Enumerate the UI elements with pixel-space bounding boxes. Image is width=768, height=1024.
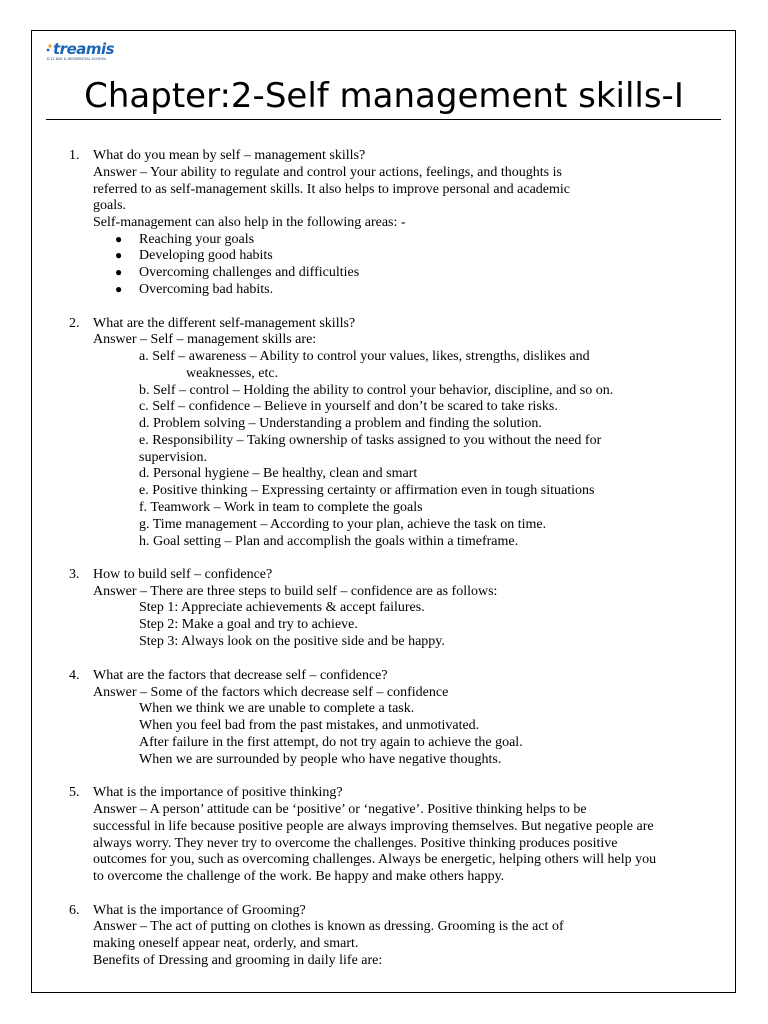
answer-line: successful in life because positive people are always improving themselves. But negative people are (93, 819, 654, 834)
question-number: 1. (69, 148, 80, 163)
answer-line: making oneself appear neat, orderly, and smart. (93, 936, 359, 951)
step-item: Step 1: Appreciate achievements & accept failures. (139, 600, 425, 615)
question-text: What is the importance of positive thinking? (93, 785, 343, 800)
skill-item: a. Self – awareness – Ability to control your values, likes, strengths, dislikes and (139, 349, 590, 364)
answer-line: goals. (93, 198, 127, 213)
answer-line: Self-management can also help in the following areas: - (93, 215, 406, 230)
bullet-icon: ● (115, 232, 123, 246)
answer-line: Answer – Your ability to regulate and control your actions, feelings, and thoughts is (93, 165, 562, 180)
skill-item: e. Responsibility – Taking ownership of tasks assigned to you without the need for (139, 433, 602, 448)
skill-item: weaknesses, etc. (186, 366, 279, 381)
question-text: How to build self – confidence? (93, 567, 273, 582)
logo-wordmark: treamis (53, 40, 115, 58)
question-text: What are the factors that decrease self – confidence? (93, 668, 388, 683)
skill-item: e. Positive thinking – Expressing certainty or affirmation even in tough situations (139, 483, 595, 498)
question-number: 2. (69, 316, 80, 331)
question-text: What are the different self-management skills? (93, 316, 356, 331)
question-number: 3. (69, 567, 80, 582)
skill-item: h. Goal setting – Plan and accomplish the goals within a timeframe. (139, 534, 519, 549)
answer-line: outcomes for you, such as overcoming challenges. Always be energetic, helping others will help you (93, 852, 657, 867)
question-text: What is the importance of Grooming? (93, 903, 306, 918)
skill-item: d. Personal hygiene – Be healthy, clean and smart (139, 466, 418, 481)
answer-line: referred to as self-management skills. It also helps to improve personal and academic (93, 182, 570, 197)
bullet-item: Overcoming challenges and difficulties (139, 265, 360, 280)
answer-line: Answer – Self – management skills are: (93, 332, 317, 347)
bullet-item: Reaching your goals (139, 232, 255, 247)
skill-item: g. Time management – According to your plan, achieve the task on time. (139, 517, 547, 532)
bullet-icon: ● (115, 248, 123, 262)
bullet-icon: ● (115, 265, 123, 279)
bullet-item: Developing good habits (139, 248, 273, 263)
question-text: What do you mean by self – management skills? (93, 148, 366, 163)
answer-line: Answer – Some of the factors which decrease self – confidence (93, 685, 449, 700)
answer-line: Answer – The act of putting on clothes is known as dressing. Grooming is the act of (93, 919, 564, 934)
page-title: Chapter:2-Self management skills-I (84, 76, 684, 116)
logo-tagline: K-12 DAY & RESIDENTIAL SCHOOL (47, 57, 107, 61)
question-number: 4. (69, 668, 80, 683)
answer-line: Answer – A person’ attitude can be ‘positive’ or ‘negative’. Positive thinking helps to be (93, 802, 587, 817)
skill-item: supervision. (139, 450, 208, 465)
step-item: Step 2: Make a goal and try to achieve. (139, 617, 358, 632)
answer-line: always worry. They never try to overcome the challenges. Positive thinking produces positive (93, 836, 618, 851)
skill-item: b. Self – control – Holding the ability to control your behavior, discipline, and so on. (139, 383, 614, 398)
question-number: 5. (69, 785, 80, 800)
step-item: Step 3: Always look on the positive side and be happy. (139, 634, 445, 649)
skill-item: c. Self – confidence – Believe in yourself and don’t be scared to take risks. (139, 399, 558, 414)
bullet-icon: ● (115, 282, 123, 296)
skill-item: d. Problem solving – Understanding a problem and finding the solution. (139, 416, 542, 431)
skill-item: f. Teamwork – Work in team to complete the goals (139, 500, 423, 515)
factor-item: When we are surrounded by people who have negative thoughts. (139, 752, 502, 767)
factor-item: When you feel bad from the past mistakes, and unmotivated. (139, 718, 480, 733)
question-number: 6. (69, 903, 80, 918)
factor-item: After failure in the first attempt, do not try again to achieve the goal. (139, 735, 523, 750)
answer-line: to overcome the challenge of the work. Be happy and make others happy. (93, 869, 505, 884)
answer-line: Answer – There are three steps to build self – confidence are as follows: (93, 584, 498, 599)
bullet-item: Overcoming bad habits. (139, 282, 274, 297)
answer-line: Benefits of Dressing and grooming in daily life are: (93, 953, 383, 968)
factor-item: When we think we are unable to complete a task. (139, 701, 415, 716)
